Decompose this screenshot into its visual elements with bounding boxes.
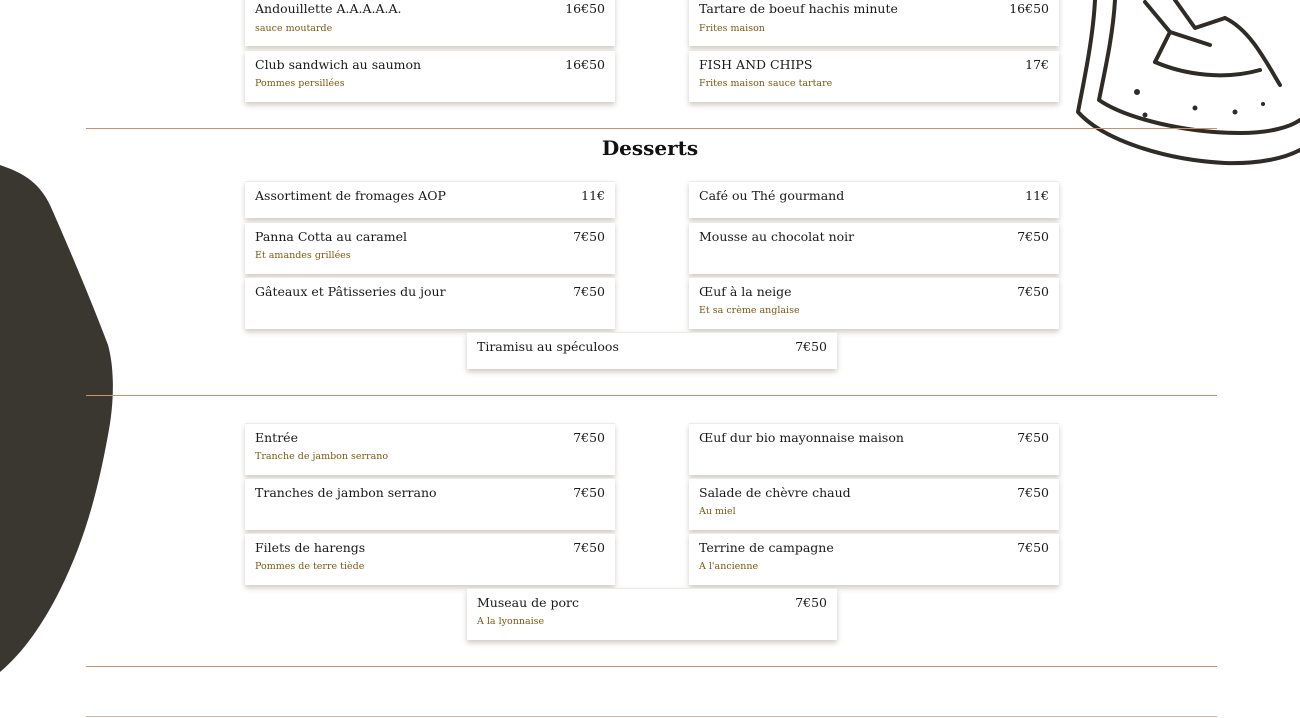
item-description: Frites maison sauce tartare bbox=[699, 78, 833, 89]
item-description: Au miel bbox=[699, 506, 736, 517]
menu-item bbox=[689, 222, 1059, 274]
menu-item bbox=[245, 50, 615, 102]
item-description: Et sa crème anglaise bbox=[699, 305, 800, 316]
item-name: Tartare de boeuf hachis minute bbox=[699, 1, 898, 16]
item-name: Assortiment de fromages AOP bbox=[255, 188, 446, 203]
item-name: Panna Cotta au caramel bbox=[255, 229, 407, 244]
section-divider bbox=[86, 128, 1217, 129]
item-name: Mousse au chocolat noir bbox=[699, 229, 855, 244]
item-name: Œuf dur bio mayonnaise maison bbox=[699, 430, 904, 445]
menu-item bbox=[689, 533, 1059, 585]
item-name: Andouillette A.A.A.A.A. bbox=[255, 1, 402, 16]
item-name: Tiramisu au spéculoos bbox=[477, 339, 619, 354]
item-name: Club sandwich au saumon bbox=[255, 57, 422, 72]
item-description: Pommes de terre tiède bbox=[255, 561, 365, 572]
item-description: A l'ancienne bbox=[699, 561, 759, 572]
item-price: 16€50 bbox=[565, 1, 605, 16]
item-price: 7€50 bbox=[573, 284, 605, 299]
item-price: 7€50 bbox=[573, 485, 605, 500]
menu-item bbox=[245, 277, 615, 329]
item-name: Terrine de campagne bbox=[699, 540, 834, 555]
item-price: 7€50 bbox=[573, 540, 605, 555]
item-description: sauce moutarde bbox=[255, 23, 333, 34]
section-divider bbox=[86, 395, 1217, 396]
decorative-blob bbox=[0, 160, 120, 680]
item-name: Café ou Thé gourmand bbox=[699, 188, 845, 203]
menu-item bbox=[245, 0, 615, 46]
item-name: Salade de chèvre chaud bbox=[699, 485, 851, 500]
menu-item bbox=[689, 50, 1059, 102]
item-name: Gâteaux et Pâtisseries du jour bbox=[255, 284, 446, 299]
section-divider bbox=[86, 666, 1217, 667]
item-name: FISH AND CHIPS bbox=[699, 57, 813, 72]
menu-item bbox=[245, 423, 615, 475]
menu-item bbox=[689, 0, 1059, 46]
menu-item bbox=[467, 588, 837, 640]
item-price: 7€50 bbox=[795, 595, 827, 610]
item-description: Tranche de jambon serrano bbox=[255, 451, 389, 462]
item-name: Œuf à la neige bbox=[699, 284, 792, 299]
item-name: Entrée bbox=[255, 430, 298, 445]
menu-item bbox=[689, 277, 1059, 329]
section-divider bbox=[86, 716, 1217, 717]
menu-item bbox=[245, 181, 615, 218]
item-price: 7€50 bbox=[1017, 430, 1049, 445]
menu-item bbox=[689, 478, 1059, 530]
item-name: Tranches de jambon serrano bbox=[255, 485, 437, 500]
menu-item bbox=[245, 533, 615, 585]
menu-item bbox=[245, 222, 615, 274]
menu-item bbox=[689, 423, 1059, 475]
item-price: 7€50 bbox=[795, 339, 827, 354]
item-price: 7€50 bbox=[573, 229, 605, 244]
item-price: 16€50 bbox=[1009, 1, 1049, 16]
menu-item bbox=[467, 332, 837, 369]
item-description: Et amandes grillées bbox=[255, 250, 351, 261]
item-name: Filets de harengs bbox=[255, 540, 366, 555]
item-name: Museau de porc bbox=[477, 595, 580, 610]
section-title-desserts: Desserts bbox=[601, 136, 699, 160]
item-price: 17€ bbox=[1025, 57, 1049, 72]
item-description: A la lyonnaise bbox=[477, 616, 545, 627]
item-price: 11€ bbox=[1025, 188, 1049, 203]
item-description: Pommes persillées bbox=[255, 78, 345, 89]
item-description: Frites maison bbox=[699, 23, 765, 34]
item-price: 7€50 bbox=[573, 430, 605, 445]
item-price: 16€50 bbox=[565, 57, 605, 72]
item-price: 7€50 bbox=[1017, 284, 1049, 299]
menu-item bbox=[689, 181, 1059, 218]
item-price: 11€ bbox=[581, 188, 605, 203]
item-price: 7€50 bbox=[1017, 229, 1049, 244]
menu-item bbox=[245, 478, 615, 530]
item-price: 7€50 bbox=[1017, 485, 1049, 500]
item-price: 7€50 bbox=[1017, 540, 1049, 555]
